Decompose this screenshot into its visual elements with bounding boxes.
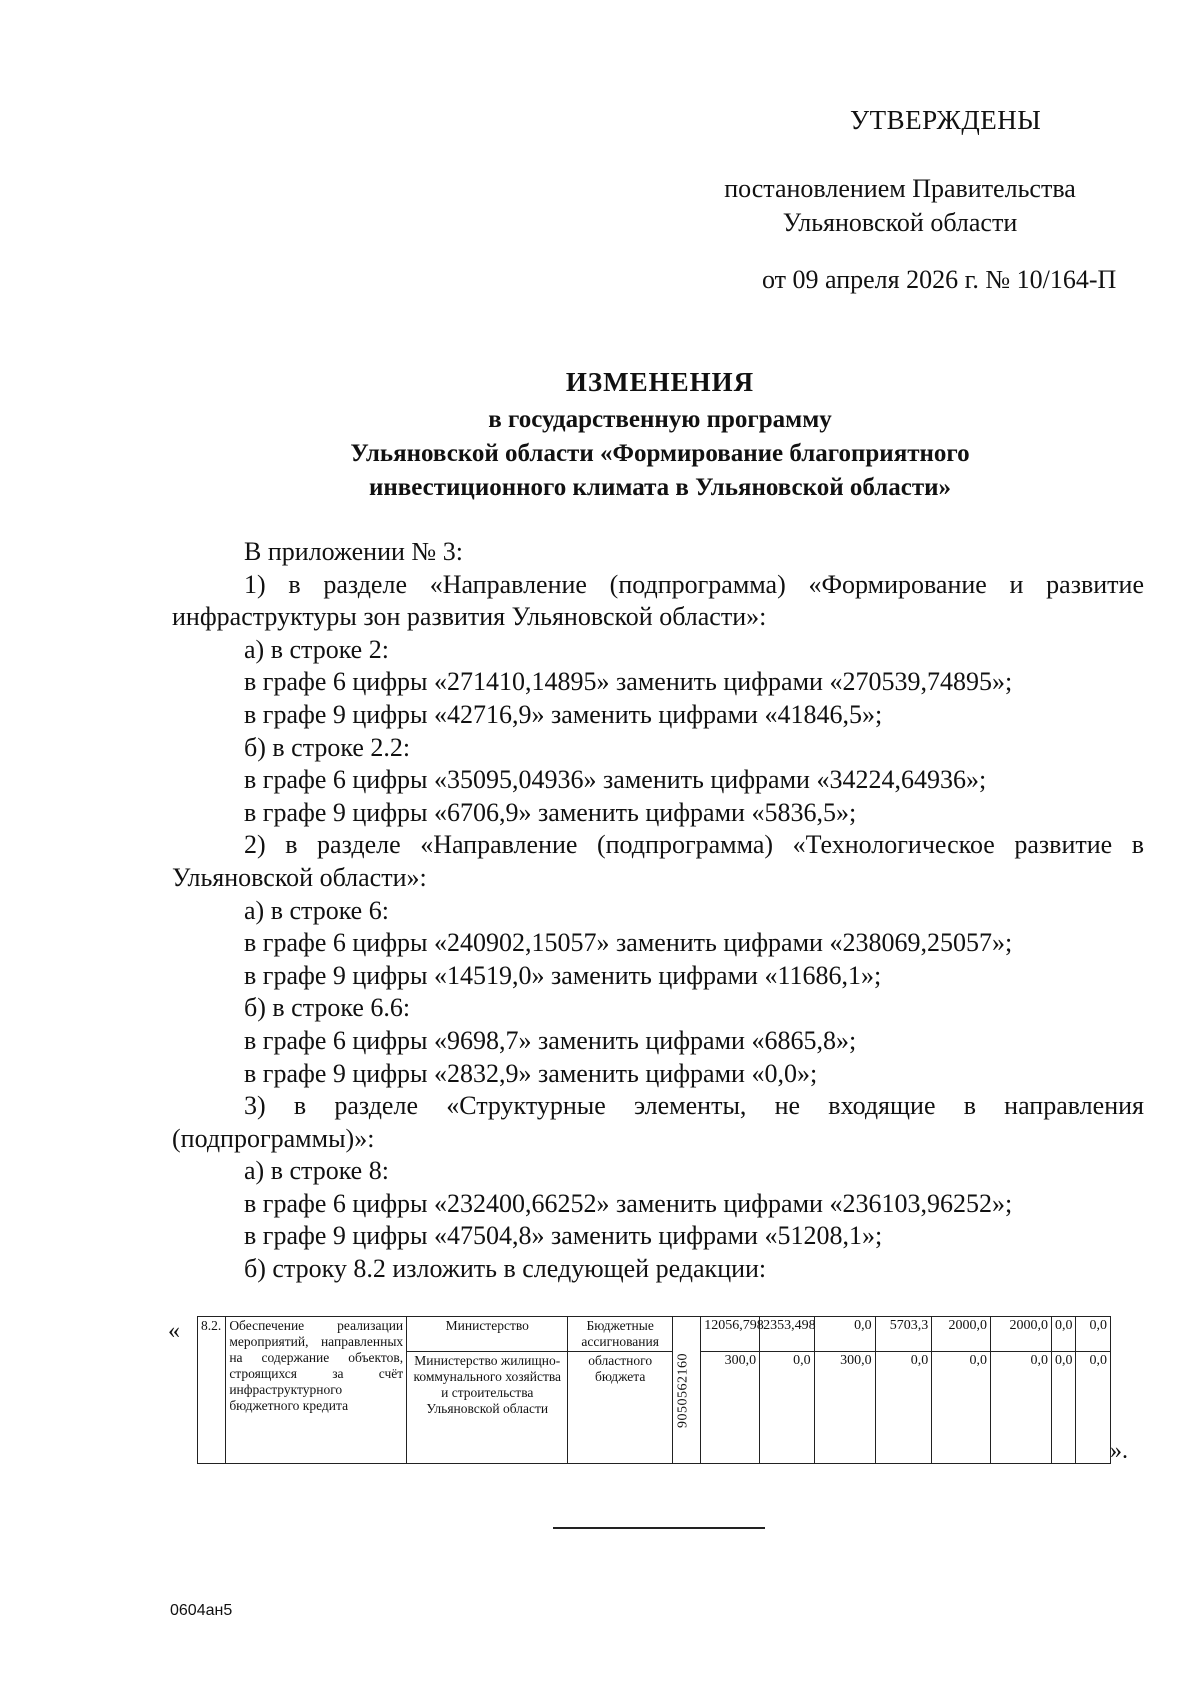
value-cell: 0,0 xyxy=(1076,1317,1111,1352)
value-cell: 2353,498 xyxy=(760,1317,814,1352)
paragraph: в графе 9 цифры «6706,9» заменить цифрами «5836,5»; xyxy=(244,797,857,827)
value-cell: 300,0 xyxy=(701,1352,760,1464)
paragraph: в графе 6 цифры «35095,04936» заменить цифрами «34224,64936»; xyxy=(244,765,987,795)
closing-quote: ». xyxy=(1110,1438,1128,1464)
value-cell: 0,0 xyxy=(932,1352,991,1464)
value-cell: 0,0 xyxy=(991,1352,1052,1464)
value-cell: 0,0 xyxy=(875,1352,932,1464)
paragraph: б) в строке 6.6: xyxy=(244,993,411,1023)
value-cell: 12056,798 xyxy=(701,1317,760,1352)
footer-code: 0604ан5 xyxy=(170,1602,233,1619)
paragraph: в графе 9 цифры «14519,0» заменить цифрами «11686,1»; xyxy=(244,960,882,990)
paragraph: а) в строке 6: xyxy=(244,895,389,925)
subtitle-line-3: инвестиционного климата в Ульяновской области» xyxy=(368,474,952,501)
value-cell: 0,0 xyxy=(1052,1317,1076,1352)
executor-cell-2: Министерство жилищно-коммунального хозяйства и строительства Ульяновской области xyxy=(407,1352,568,1464)
document-body xyxy=(172,536,1144,1286)
paragraph: в графе 9 цифры «47504,8» заменить цифрами «51208,1»; xyxy=(244,1221,883,1251)
subtitle-line-1: в государственную программу xyxy=(488,406,832,433)
paragraph: б) строку 8.2 изложить в следующей редакции: xyxy=(244,1254,767,1284)
paragraph: в графе 9 цифры «2832,9» заменить цифрами «0,0»; xyxy=(244,1058,818,1088)
budget-code-cell: 9050562160 xyxy=(672,1317,700,1464)
paragraph: а) в строке 2: xyxy=(244,634,389,664)
value-cell: 300,0 xyxy=(814,1352,875,1464)
opening-quote: « xyxy=(168,1318,180,1344)
decree-line-1: постановлением Правительства xyxy=(724,174,1076,203)
decree-line-2: Ульяновской области xyxy=(782,208,1018,237)
decree-reference xyxy=(640,172,1160,240)
approved-label: УТВЕРЖДЕНЫ xyxy=(850,105,1042,135)
paragraph: В приложении № 3: xyxy=(244,537,463,566)
paragraph: в графе 6 цифры «240902,15057» заменить цифрами «238069,25057»; xyxy=(244,928,1013,958)
decree-date: от 09 апреля 2026 г. № 10/164-П xyxy=(762,265,1117,294)
value-cell: 2000,0 xyxy=(991,1317,1052,1352)
description-cell: Обеспечение реализации мероприятий, направленных на содержание объектов, строящихся за счёт инфраструктурного бюджетного кредита xyxy=(226,1317,407,1464)
paragraph: в графе 6 цифры «9698,7» заменить цифрами «6865,8»; xyxy=(244,1025,857,1055)
document-subtitle xyxy=(0,403,1200,505)
document-title: ИЗМЕНЕНИЯ xyxy=(565,367,755,397)
source-cell-1: Бюджетные ассигнования xyxy=(568,1317,673,1352)
subtitle-line-2: Ульяновской области «Формирование благоприятного xyxy=(350,440,970,467)
separator-line xyxy=(553,1527,765,1529)
row-8-2-table xyxy=(197,1316,1111,1464)
paragraph: в графе 6 цифры «232400,66252» заменить цифрами «236103,96252»; xyxy=(244,1188,1013,1218)
source-cell-2: областного бюджета xyxy=(568,1352,673,1464)
paragraph: б) в строке 2.2: xyxy=(244,732,411,762)
value-cell: 0,0 xyxy=(760,1352,814,1464)
paragraph: в графе 9 цифры «42716,9» заменить цифрами «41846,5»; xyxy=(244,699,883,729)
value-cell: 2000,0 xyxy=(932,1317,991,1352)
executor-cell-1: Министерство xyxy=(407,1317,568,1352)
paragraph: 1) в разделе «Направление (подпрограмма) «Формирование и развитие инфраструктуры зон развития Ульяновской области»: xyxy=(172,569,1144,632)
value-cell: 0,0 xyxy=(1076,1352,1111,1464)
paragraph: а) в строке 8: xyxy=(244,1156,389,1186)
value-cell: 0,0 xyxy=(1052,1352,1076,1464)
value-cell: 5703,3 xyxy=(875,1317,932,1352)
value-cell: 0,0 xyxy=(814,1317,875,1352)
row-number-cell: 8.2. xyxy=(198,1317,226,1464)
paragraph: 3) в разделе «Структурные элементы, не входящие в направления (подпрограммы)»: xyxy=(172,1091,1144,1153)
paragraph: 2) в разделе «Направление (подпрограмма) «Технологическое развитие в Ульяновской области»: xyxy=(172,830,1144,892)
paragraph: в графе 6 цифры «271410,14895» заменить цифрами «270539,74895»; xyxy=(244,667,1013,697)
